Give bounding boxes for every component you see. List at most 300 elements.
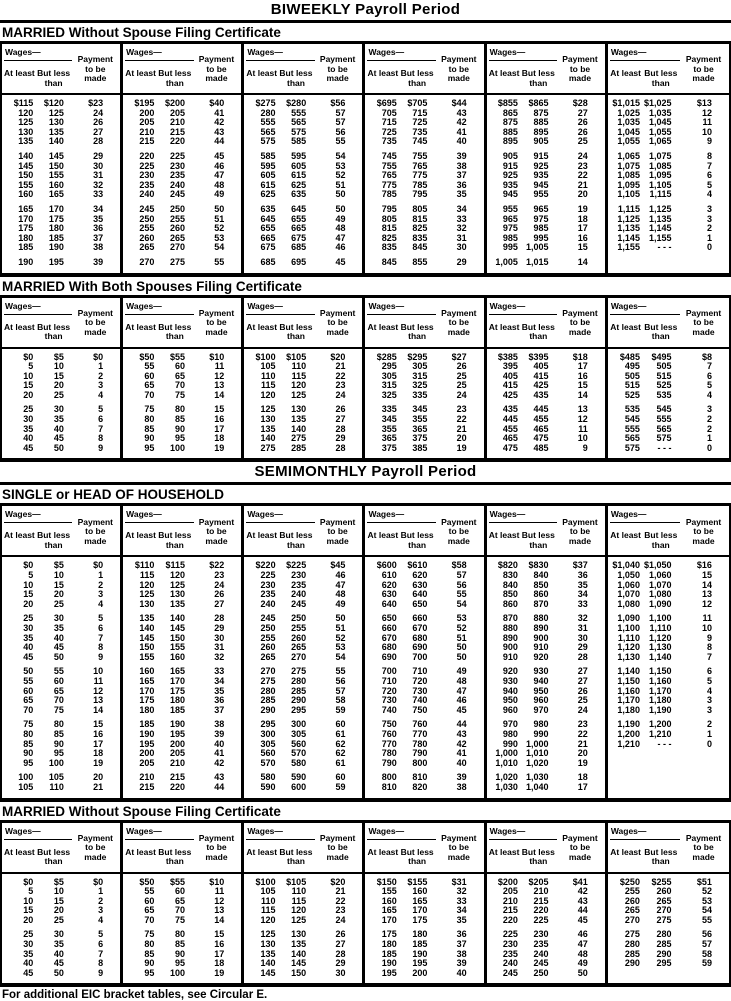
but-less-cell: 760 bbox=[412, 719, 428, 730]
but-less-cell: 285 bbox=[656, 939, 672, 950]
at-least-cell: 1,035 bbox=[617, 117, 640, 128]
payment-cell: 38 bbox=[456, 948, 467, 959]
but-less-cell: 260 bbox=[170, 223, 186, 234]
at-least-cell: 675 bbox=[260, 242, 276, 253]
payment-cell: 42 bbox=[214, 117, 225, 128]
at-least-cell: 620 bbox=[381, 579, 397, 590]
payment-cell: 16 bbox=[577, 370, 588, 381]
payment-cell: 41 bbox=[456, 126, 467, 137]
at-least-cell: 25 bbox=[23, 613, 34, 624]
payment-cell: 2 bbox=[706, 423, 712, 434]
payment-cell: 41 bbox=[214, 748, 225, 759]
payment-cell: 22 bbox=[577, 728, 588, 739]
payment-cell: 26 bbox=[214, 589, 225, 600]
but-less-cell: 145 bbox=[291, 958, 307, 969]
but-less-cell: 435 bbox=[533, 389, 549, 400]
payment-cell: 39 bbox=[214, 728, 225, 739]
but-less-cell: $610 bbox=[407, 560, 428, 571]
payment-cell: 15 bbox=[214, 404, 225, 415]
but-less-cell: 220 bbox=[170, 136, 186, 147]
payment-header: Payment to be made bbox=[685, 307, 722, 337]
at-least-cell: 465 bbox=[502, 433, 518, 444]
payment-cell: 15 bbox=[214, 929, 225, 940]
column-group-header bbox=[2, 44, 120, 95]
at-least-cell: 190 bbox=[18, 256, 34, 267]
at-least-cell: $385 bbox=[497, 351, 518, 362]
but-less-cell: 345 bbox=[412, 404, 428, 415]
but-less-cell: 680 bbox=[412, 632, 428, 643]
at-least-cell: 1,050 bbox=[617, 570, 640, 581]
but-less-cell: 750 bbox=[412, 704, 428, 715]
payment-cell: 55 bbox=[701, 914, 712, 925]
but-less-cell: 1,065 bbox=[648, 136, 672, 147]
table-row bbox=[365, 706, 483, 716]
at-least-cell: 110 bbox=[261, 370, 276, 381]
but-less-header: But less than bbox=[37, 68, 71, 88]
but-less-cell: 895 bbox=[533, 126, 549, 137]
row-block bbox=[365, 561, 483, 609]
payment-cell: 14 bbox=[214, 914, 225, 925]
payment-header: Payment to be made bbox=[77, 54, 114, 84]
wage-bracket-table bbox=[0, 820, 731, 988]
but-less-cell: 15 bbox=[53, 370, 64, 381]
payment-cell: 4 bbox=[706, 189, 712, 200]
but-less-cell: 155 bbox=[170, 642, 186, 653]
payment-cell: 53 bbox=[335, 642, 346, 653]
at-least-cell: 700 bbox=[381, 666, 397, 677]
payment-cell: 16 bbox=[214, 939, 225, 950]
row-block bbox=[365, 720, 483, 768]
table-row bbox=[244, 759, 362, 769]
table-row bbox=[487, 600, 605, 610]
at-least-cell: 870 bbox=[502, 613, 518, 624]
row-block bbox=[487, 561, 605, 609]
but-less-header: But less than bbox=[279, 530, 313, 550]
but-less-cell: 65 bbox=[175, 370, 186, 381]
at-least-cell: 505 bbox=[624, 370, 640, 381]
payment-cell: 25 bbox=[577, 136, 588, 147]
at-least-cell: 55 bbox=[144, 361, 155, 372]
table-row bbox=[123, 783, 241, 793]
payment-cell: 52 bbox=[456, 623, 467, 633]
payment-cell: 32 bbox=[456, 223, 467, 234]
payment-cell: 62 bbox=[335, 738, 346, 749]
but-less-cell: 575 bbox=[656, 433, 672, 444]
wages-header: Wages— bbox=[246, 825, 314, 840]
payment-cell: 12 bbox=[701, 598, 712, 609]
table-row bbox=[608, 740, 729, 750]
payment-cell: 43 bbox=[214, 772, 225, 783]
payment-header: Payment to be made bbox=[77, 516, 114, 546]
payment-cell: 23 bbox=[456, 404, 467, 415]
but-less-header: But less than bbox=[37, 846, 71, 866]
at-least-cell: 815 bbox=[381, 223, 397, 234]
but-less-cell: 40 bbox=[53, 632, 64, 643]
but-less-cell: 140 bbox=[170, 613, 186, 624]
at-least-cell: 125 bbox=[139, 589, 155, 600]
payment-cell: 18 bbox=[214, 433, 225, 444]
but-less-cell: 195 bbox=[48, 256, 64, 267]
but-less-cell: $120 bbox=[43, 98, 64, 108]
payment-cell: 59 bbox=[335, 781, 346, 792]
payment-cell: 6 bbox=[98, 939, 104, 950]
at-least-cell: 85 bbox=[144, 423, 155, 434]
table-row bbox=[365, 258, 483, 268]
payment-cell: 53 bbox=[701, 895, 712, 906]
payment-cell: 2 bbox=[706, 223, 712, 234]
but-less-cell: 140 bbox=[48, 136, 64, 147]
payment-cell: 42 bbox=[456, 738, 467, 749]
payment-cell: 2 bbox=[706, 414, 712, 425]
wages-header: Wages— bbox=[489, 46, 557, 61]
but-less-header: But less than bbox=[644, 321, 678, 341]
payment-cell: 26 bbox=[577, 685, 588, 696]
but-less-header: But less than bbox=[37, 321, 71, 341]
row-block bbox=[244, 405, 362, 453]
column-group-body bbox=[487, 557, 605, 797]
but-less-cell: 970 bbox=[533, 704, 549, 715]
at-least-cell: 740 bbox=[381, 704, 397, 715]
at-least-cell: 335 bbox=[381, 404, 397, 415]
wages-header: Wages— bbox=[4, 825, 72, 840]
but-less-cell: 975 bbox=[533, 213, 549, 224]
but-less-cell: 240 bbox=[291, 589, 307, 600]
but-less-cell: 860 bbox=[533, 589, 549, 600]
row-block bbox=[487, 152, 605, 200]
at-least-cell: 655 bbox=[260, 223, 276, 234]
at-least-cell: $50 bbox=[139, 351, 155, 362]
at-least-cell: 345 bbox=[381, 414, 397, 425]
payment-cell: 38 bbox=[93, 242, 104, 253]
payment-cell: $40 bbox=[209, 98, 225, 108]
at-least-cell: 1,055 bbox=[617, 136, 640, 147]
but-less-cell: 225 bbox=[533, 914, 549, 925]
payment-cell: 3 bbox=[706, 704, 712, 715]
but-less-cell: 30 bbox=[53, 613, 64, 624]
at-least-cell: 270 bbox=[624, 914, 640, 925]
column-group-header bbox=[487, 298, 605, 349]
row-block bbox=[487, 353, 605, 401]
row-block bbox=[123, 152, 241, 200]
but-less-cell: 335 bbox=[412, 389, 428, 400]
at-least-cell: 945 bbox=[502, 189, 518, 200]
table-row bbox=[2, 916, 120, 926]
at-least-cell: $50 bbox=[139, 876, 155, 887]
at-least-header: At least bbox=[367, 846, 399, 857]
at-least-cell: 750 bbox=[381, 719, 397, 730]
payment-cell: 38 bbox=[456, 160, 467, 171]
but-less-header: But less than bbox=[400, 321, 434, 341]
column-group-body bbox=[608, 349, 729, 459]
but-less-cell: 120 bbox=[291, 905, 307, 916]
payment-cell: 50 bbox=[214, 203, 225, 214]
payment-cell: 18 bbox=[577, 213, 588, 224]
bracket-column-group bbox=[487, 506, 608, 797]
at-least-header: At least bbox=[488, 846, 520, 857]
at-least-cell: $485 bbox=[619, 351, 640, 362]
but-less-cell: $225 bbox=[286, 560, 307, 571]
payment-cell: 1 bbox=[98, 361, 104, 372]
but-less-cell: 160 bbox=[170, 651, 186, 662]
at-least-cell: 185 bbox=[381, 948, 397, 959]
at-least-cell: 305 bbox=[260, 738, 276, 749]
but-less-cell: 180 bbox=[170, 695, 186, 706]
table-row bbox=[123, 916, 241, 926]
but-less-cell: 275 bbox=[170, 256, 186, 267]
table-row bbox=[123, 258, 241, 268]
at-least-cell: 280 bbox=[624, 939, 640, 950]
at-least-cell: 230 bbox=[139, 170, 155, 181]
but-less-cell: 210 bbox=[533, 886, 549, 897]
payment-cell: 16 bbox=[93, 728, 104, 739]
wages-header: Wages— bbox=[246, 300, 314, 315]
but-less-cell: 1,070 bbox=[648, 579, 672, 590]
but-less-cell: 20 bbox=[53, 589, 64, 600]
at-least-cell: 850 bbox=[502, 589, 518, 600]
payment-cell: 27 bbox=[214, 598, 225, 609]
period-title-biweekly: BIWEEKLY Payroll Period bbox=[270, 1, 461, 18]
but-less-cell: 820 bbox=[412, 781, 428, 792]
at-least-cell: 255 bbox=[624, 886, 640, 897]
row-block bbox=[487, 773, 605, 792]
payment-cell: 52 bbox=[335, 170, 346, 181]
table-row bbox=[244, 391, 362, 401]
at-least-cell: 630 bbox=[381, 589, 397, 600]
payment-cell: 53 bbox=[214, 232, 225, 243]
but-less-cell: 645 bbox=[291, 203, 307, 214]
but-less-cell: 80 bbox=[175, 404, 186, 415]
at-least-cell: $195 bbox=[134, 98, 155, 108]
section-title: MARRIED Without Spouse Filing Certificate bbox=[2, 25, 281, 40]
but-less-cell: 90 bbox=[53, 738, 64, 749]
at-least-cell: 240 bbox=[260, 598, 276, 609]
payment-cell: $20 bbox=[330, 351, 346, 362]
but-less-cell: 55 bbox=[53, 666, 64, 677]
table-row bbox=[244, 916, 362, 926]
at-least-cell: 70 bbox=[23, 704, 34, 715]
at-least-cell: 75 bbox=[23, 719, 34, 730]
payment-cell: 27 bbox=[93, 126, 104, 137]
table-row bbox=[365, 391, 483, 401]
wages-header: Wages— bbox=[489, 825, 557, 840]
at-least-cell: 45 bbox=[23, 442, 34, 453]
at-least-cell: 425 bbox=[502, 389, 518, 400]
at-least-cell: 570 bbox=[260, 757, 276, 768]
payment-cell: 18 bbox=[214, 958, 225, 969]
at-least-cell: 840 bbox=[502, 579, 518, 590]
wage-bracket-table bbox=[0, 503, 731, 801]
but-less-header: But less than bbox=[644, 846, 678, 866]
table-row bbox=[244, 600, 362, 610]
but-less-cell: 795 bbox=[412, 189, 428, 200]
payment-cell: 28 bbox=[577, 651, 588, 662]
but-less-cell: 195 bbox=[170, 728, 186, 739]
table-row bbox=[123, 969, 241, 979]
column-group-body bbox=[487, 349, 605, 459]
row-block bbox=[608, 353, 729, 401]
payment-cell: 34 bbox=[456, 203, 467, 214]
row-block bbox=[2, 773, 120, 792]
at-least-cell: 960 bbox=[502, 704, 518, 715]
at-least-cell: 180 bbox=[18, 232, 34, 243]
but-less-cell: 300 bbox=[291, 719, 307, 730]
but-less-cell: 950 bbox=[533, 685, 549, 696]
wage-bracket-table bbox=[0, 295, 731, 463]
payment-cell: $13 bbox=[696, 98, 712, 108]
but-less-cell: 290 bbox=[291, 695, 307, 706]
payment-cell: 42 bbox=[214, 757, 225, 768]
at-least-cell: 90 bbox=[144, 433, 155, 444]
at-least-cell: 970 bbox=[502, 719, 518, 730]
at-least-cell: 1,135 bbox=[617, 223, 640, 234]
but-less-cell: 135 bbox=[170, 598, 186, 609]
but-less-cell: 930 bbox=[533, 666, 549, 677]
but-less-cell: 810 bbox=[412, 772, 428, 783]
payment-cell: 55 bbox=[214, 256, 225, 267]
at-least-cell: 160 bbox=[139, 666, 155, 677]
but-less-cell: 200 bbox=[170, 738, 186, 749]
table-row bbox=[244, 706, 362, 716]
payment-cell: 20 bbox=[577, 189, 588, 200]
but-less-cell: 890 bbox=[533, 623, 549, 633]
payment-header: Payment to be made bbox=[441, 832, 477, 862]
but-less-cell: 1,120 bbox=[648, 632, 672, 643]
payment-header: Payment to be made bbox=[198, 307, 235, 337]
payment-cell: 49 bbox=[456, 666, 467, 677]
payment-cell: $18 bbox=[572, 351, 588, 362]
at-least-cell: 980 bbox=[502, 728, 518, 739]
but-less-cell: 275 bbox=[291, 666, 307, 677]
at-least-cell: 730 bbox=[381, 695, 397, 706]
but-less-cell: 215 bbox=[170, 126, 186, 137]
at-least-cell: 265 bbox=[260, 651, 276, 662]
but-less-header: But less than bbox=[644, 530, 678, 550]
but-less-cell: 485 bbox=[533, 442, 549, 453]
table-row bbox=[608, 600, 729, 610]
payment-cell: 47 bbox=[456, 685, 467, 696]
but-less-cell: 145 bbox=[170, 623, 186, 633]
at-least-cell: 270 bbox=[260, 666, 276, 677]
but-less-cell: 210 bbox=[170, 757, 186, 768]
payment-cell: 40 bbox=[456, 136, 467, 147]
but-less-cell: 805 bbox=[412, 203, 428, 214]
at-least-cell: 140 bbox=[260, 958, 276, 969]
at-least-cell: 1,150 bbox=[617, 675, 640, 686]
at-least-cell: 60 bbox=[144, 370, 155, 381]
but-less-cell: 165 bbox=[48, 189, 64, 200]
but-less-cell: 375 bbox=[412, 433, 428, 444]
at-least-cell: 650 bbox=[381, 613, 397, 624]
at-least-header: At least bbox=[610, 321, 641, 332]
payment-cell: $23 bbox=[88, 98, 104, 108]
but-less-cell: 415 bbox=[533, 370, 549, 381]
at-least-cell: 790 bbox=[381, 757, 397, 768]
payment-cell: 28 bbox=[335, 423, 346, 434]
payment-cell: 56 bbox=[701, 929, 712, 940]
but-less-cell: 560 bbox=[291, 738, 307, 749]
at-least-cell: 35 bbox=[23, 632, 34, 643]
at-least-cell: 1,190 bbox=[617, 719, 640, 730]
at-least-cell: 1,000 bbox=[495, 748, 518, 759]
at-least-cell: 245 bbox=[139, 203, 155, 214]
column-group-header bbox=[365, 506, 483, 557]
row-block bbox=[608, 99, 729, 147]
row-block bbox=[123, 561, 241, 609]
at-least-cell: 770 bbox=[381, 738, 397, 749]
table-row bbox=[2, 969, 120, 979]
but-less-cell: 855 bbox=[412, 256, 428, 267]
at-least-cell: 210 bbox=[139, 772, 155, 783]
at-least-cell: 65 bbox=[144, 905, 155, 916]
at-least-cell: $250 bbox=[619, 876, 640, 887]
payment-cell: 15 bbox=[577, 242, 588, 253]
but-less-cell: 665 bbox=[291, 223, 307, 234]
but-less-cell: 685 bbox=[291, 242, 307, 253]
at-least-cell: 395 bbox=[502, 361, 518, 372]
but-less-cell: 545 bbox=[656, 404, 672, 415]
payment-cell: 32 bbox=[214, 651, 225, 662]
payment-cell: 22 bbox=[456, 414, 467, 425]
at-least-cell: 995 bbox=[502, 242, 518, 253]
but-less-cell: 960 bbox=[533, 695, 549, 706]
payment-cell: 46 bbox=[577, 929, 588, 940]
payment-cell: 34 bbox=[456, 905, 467, 916]
but-less-cell: 1,210 bbox=[648, 728, 672, 739]
row-block bbox=[608, 405, 729, 453]
table-row bbox=[2, 759, 120, 769]
at-least-header: At least bbox=[4, 530, 35, 541]
column-group-header bbox=[608, 298, 729, 349]
but-less-cell: 625 bbox=[291, 179, 307, 190]
at-least-cell: 190 bbox=[139, 728, 155, 739]
table-row bbox=[365, 653, 483, 663]
but-less-cell: 50 bbox=[53, 967, 64, 978]
but-less-cell: 35 bbox=[53, 414, 64, 425]
payment-cell: 33 bbox=[456, 895, 467, 906]
at-least-cell: 635 bbox=[260, 203, 276, 214]
but-less-cell: 385 bbox=[412, 442, 428, 453]
but-less-header: But less than bbox=[521, 846, 555, 866]
but-less-cell: 135 bbox=[291, 414, 307, 425]
but-less-cell: 775 bbox=[412, 170, 428, 181]
at-least-header: At least bbox=[4, 846, 35, 857]
at-least-header: At least bbox=[4, 68, 35, 78]
but-less-cell: $5 bbox=[53, 351, 64, 362]
payment-cell: 27 bbox=[335, 414, 346, 425]
at-least-cell: 235 bbox=[260, 589, 276, 600]
but-less-cell: $1,025 bbox=[643, 98, 672, 108]
but-less-cell: 565 bbox=[291, 117, 307, 128]
row-block bbox=[365, 773, 483, 792]
but-less-cell: 205 bbox=[170, 107, 186, 118]
row-block bbox=[244, 720, 362, 768]
but-less-cell: 980 bbox=[533, 719, 549, 730]
table-row bbox=[123, 600, 241, 610]
payment-cell: 7 bbox=[706, 361, 712, 372]
column-group-header bbox=[365, 44, 483, 95]
but-less-cell: 115 bbox=[291, 895, 307, 906]
row-block bbox=[2, 878, 120, 926]
but-less-cell: 35 bbox=[53, 939, 64, 950]
column-group-body bbox=[244, 349, 362, 459]
but-less-cell: 150 bbox=[170, 632, 186, 643]
column-group-header bbox=[365, 298, 483, 349]
at-least-cell: 185 bbox=[18, 242, 34, 253]
but-less-header: But less than bbox=[37, 530, 71, 550]
at-least-cell: $285 bbox=[376, 351, 397, 362]
payment-cell: 34 bbox=[214, 675, 225, 686]
row-block bbox=[123, 773, 241, 792]
